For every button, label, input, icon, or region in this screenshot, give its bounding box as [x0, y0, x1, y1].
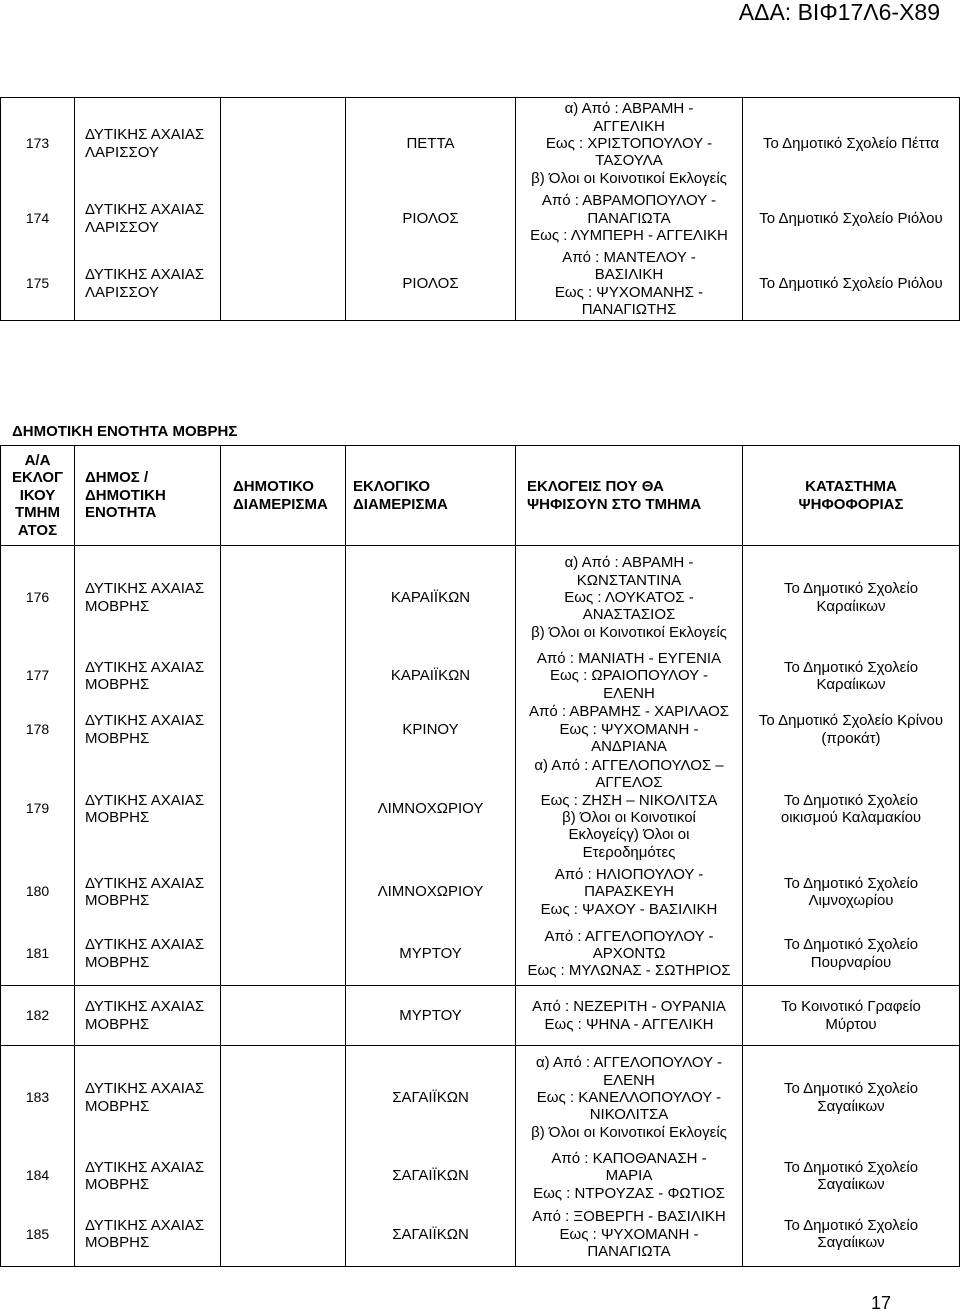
voters-text: ΑΝΑΣΤΑΣΙΟΣ [582, 606, 676, 624]
aa-cell [1, 190, 75, 248]
municipality-text: ΜΟΒΡΗΣ [85, 729, 150, 747]
voters-text: ΕΛΕΝΗ [603, 1071, 655, 1089]
electoral-district-header [346, 446, 516, 546]
municipality-text: ΜΟΒΡΗΣ [85, 676, 150, 693]
aa-cell [1, 98, 75, 190]
municipal-district-text: ΔΗΜΟΤΙΚΟ [233, 478, 314, 496]
voters-text: ΑΓΓΕΛΟΣ [595, 774, 663, 792]
header-row [1, 446, 960, 546]
municipality-cell [75, 546, 221, 650]
electoral-district-cell [346, 98, 516, 190]
municipality-text: ΜΟΒΡΗΣ [85, 809, 150, 826]
voters-text: Εως : ΩΡΑΙΟΠΟΥΛΟΥ - [549, 667, 709, 685]
municipality-text: ΔΥΤΙΚΗΣ ΑΧΑΙΑΣ [85, 936, 205, 954]
aa-text: 179 [25, 800, 50, 817]
electoral-district-cell [346, 757, 516, 862]
voters-text: ΝΙΚΟΛΙΤΣΑ [589, 1106, 669, 1124]
municipality-text: ΜΟΒΡΗΣ [85, 953, 150, 971]
municipality-text: ΔΗΜΟΣ / [85, 469, 149, 487]
aa-text: 184 [25, 1167, 50, 1184]
municipality-text: ΜΟΒΡΗΣ [85, 1176, 150, 1193]
table-row [1, 923, 960, 986]
voters-cell [516, 703, 743, 757]
aa-cell [1, 248, 75, 321]
voters-text: β) Όλοι οι Κοινοτικοί Εκλογείς [531, 169, 727, 187]
aa-header [1, 446, 75, 546]
municipality-cell [75, 1203, 221, 1267]
municipality-cell [75, 1150, 221, 1203]
aa-text: ΤΜΗΜ [15, 504, 60, 522]
voters-text: Εως : ΧΡΙΣΤΟΠΟΥΛΟΥ - [545, 135, 713, 153]
voters-text: ΜΑΡΙΑ [605, 1167, 653, 1185]
municipality-text: ΜΟΒΡΗΣ [85, 1234, 150, 1252]
polling-station-text: ΚΑΤΑΣΤΗΜΑ [805, 478, 897, 496]
aa-cell [1, 862, 75, 923]
aa-cell [1, 757, 75, 862]
municipal-district-cell [221, 1203, 346, 1267]
table-row [1, 190, 960, 248]
municipal-district-cell [221, 757, 346, 862]
electoral-district-text: ΡΙΟΛΟΣ [402, 209, 459, 227]
voters-text: Από : ΑΓΓΕΛΟΠΟΥΛΟΥ - [544, 927, 714, 945]
municipality-text: ΔΥΤΙΚΗΣ ΑΧΑΙΑΣ [85, 1216, 205, 1234]
polling-station-text: Το Δημοτικό Σχολείο [783, 874, 919, 892]
voters-text: Από : ΑΒΡΑΜΗΣ - ΧΑΡΙΛΑΟΣ [528, 703, 730, 721]
voters-text: β) Όλοι οι Κοινοτικοί Εκλογείς [531, 623, 727, 641]
table-row [1, 862, 960, 923]
voters-header [516, 446, 743, 546]
polling-station-cell [743, 757, 960, 862]
aa-text: 176 [25, 589, 50, 606]
voters-text: Εως : ΨΑΧΟΥ - ΒΑΣΙΛΙΚΗ [540, 900, 718, 918]
municipality-cell [75, 923, 221, 986]
municipal-district-cell [221, 1046, 346, 1150]
municipal-district-text: ΔΙΑΜΕΡΙΣΜΑ [233, 495, 328, 513]
voters-cell [516, 546, 743, 650]
electoral-district-cell [346, 1150, 516, 1203]
voters-text: Εως : ΜΥΛΩΝΑΣ - ΣΩΤΗΡΙΟΣ [527, 962, 731, 980]
polling-station-text: Το Δημοτικό Σχολείο Ριόλου [759, 209, 943, 227]
voters-text: β) Όλοι οι Κοινοτικοί Εκλογείς [531, 1123, 727, 1141]
municipality-cell [75, 190, 221, 248]
municipality-text: ΛΑΡΙΣΣΟΥ [85, 218, 159, 236]
table-header [1, 446, 960, 546]
polling-station-cell [743, 923, 960, 986]
polling-station-text: Σαγαίικων [817, 1234, 885, 1252]
municipality-cell [75, 98, 221, 190]
voters-text: Εως : ΛΥΜΠΕΡΗ - ΑΓΓΕΛΙΚΗ [530, 227, 728, 245]
municipality-cell [75, 862, 221, 923]
voters-text: α) Από : ΑΓΓΕΛΟΠΟΥΛΟΣ – [534, 756, 724, 774]
voters-text: ΕΚΛΟΓΕΙΣ ΠΟΥ ΘΑ [527, 478, 664, 496]
polling-station-text: Καραίικων [816, 597, 886, 615]
voters-text: ΨΗΦΙΣΟΥΝ ΣΤΟ ΤΜΗΜΑ [527, 495, 702, 513]
aa-text: 173 [25, 135, 50, 152]
polling-station-text: (προκάτ) [821, 729, 881, 747]
voters-text: Ετεροδημότες [582, 843, 676, 861]
voters-text: Από : ΑΒΡΑΜΟΠΟΥΛΟΥ - [541, 192, 717, 210]
municipality-text: ΔΥΤΙΚΗΣ ΑΧΑΙΑΣ [85, 998, 205, 1016]
municipal-district-cell [221, 248, 346, 321]
municipality-cell [75, 1046, 221, 1150]
municipality-cell [75, 248, 221, 321]
electoral-district-cell [346, 923, 516, 986]
municipality-text: ΜΟΒΡΗΣ [85, 597, 150, 615]
voters-text: ΠΑΝΑΓΙΩΤΑ [587, 209, 671, 227]
table-row [1, 986, 960, 1046]
electoral-district-text: ΔΙΑΜΕΡΙΣΜΑ [353, 495, 448, 513]
municipality-text: ΛΑΡΙΣΣΟΥ [85, 283, 159, 301]
municipal-district-cell [221, 650, 346, 703]
polling-station-cell [743, 248, 960, 321]
voters-text: ΑΡΧΟΝΤΩ [592, 945, 666, 963]
voters-text: ΤΑΣΟΥΛΑ [595, 152, 663, 170]
electoral-district-text: ΚΑΡΑΙΪΚΩΝ [390, 667, 471, 685]
aa-text: ΑΤΟΣ [17, 521, 58, 539]
electoral-district-text: ΠΕΤΤΑ [406, 135, 455, 153]
aa-text: Α/Α [24, 451, 51, 469]
electoral-district-cell [346, 650, 516, 703]
polling-station-text: οικισμού Καλαμακίου [780, 809, 922, 826]
electoral-district-text: ΚΑΡΑΙΪΚΩΝ [390, 589, 471, 607]
electoral-district-cell [346, 1046, 516, 1150]
municipality-text: ΜΟΒΡΗΣ [85, 1015, 150, 1033]
electoral-district-cell [346, 190, 516, 248]
voters-text: Εως : ΨΥΧΟΜΑΝΗ - [559, 720, 699, 738]
aa-cell [1, 1203, 75, 1267]
municipality-text: ΔΥΤΙΚΗΣ ΑΧΑΙΑΣ [85, 791, 205, 809]
aa-text: ΙΚΟΥ [19, 486, 56, 504]
aa-text: 180 [25, 883, 50, 900]
electoral-district-cell [346, 546, 516, 650]
municipality-text: ΔΥΤΙΚΗΣ ΑΧΑΙΑΣ [85, 658, 205, 676]
table-row [1, 650, 960, 703]
aa-text: 185 [25, 1225, 50, 1242]
polling-station-text: Το Δημοτικό Σχολείο Πέττα [762, 135, 940, 153]
polling-station-text: Σαγαίικων [817, 1176, 885, 1193]
table-row [1, 546, 960, 650]
aa-text: 182 [25, 1006, 50, 1023]
section-title: ΔΗΜΟΤΙΚΗ ΕΝΟΤΗΤΑ ΜΟΒΡΗΣ [12, 423, 238, 440]
voters-text: Από : ΝΕΖΕΡΙΤΗ - ΟΥΡΑΝΙΑ [532, 998, 726, 1016]
polling-station-header [743, 446, 960, 546]
electoral-district-cell [346, 248, 516, 321]
municipal-district-cell [221, 546, 346, 650]
municipality-cell [75, 703, 221, 757]
municipal-district-cell [221, 98, 346, 190]
voters-cell [516, 248, 743, 321]
voters-cell [516, 923, 743, 986]
municipality-text: ΔΥΤΙΚΗΣ ΑΧΑΙΑΣ [85, 874, 205, 892]
aa-cell [1, 650, 75, 703]
aa-text: 174 [25, 209, 50, 226]
voters-text: Εως : ΨΥΧΟΜΑΝΗ - [559, 1225, 699, 1243]
electoral-district-text: ΛΙΜΝΟΧΩΡΙΟΥ [377, 883, 484, 901]
municipality-text: ΔΥΤΙΚΗΣ ΑΧΑΙΑΣ [85, 1158, 205, 1176]
municipal-district-cell [221, 1150, 346, 1203]
voters-text: Εως : ΝΤΡΟΥΖΑΣ - ΦΩΤΙΟΣ [533, 1184, 725, 1202]
polling-station-cell [743, 650, 960, 703]
municipality-text: ΔΥΤΙΚΗΣ ΑΧΑΙΑΣ [85, 126, 205, 144]
polling-station-cell [743, 986, 960, 1046]
electoral-district-text: ΣΑΓΑΙΪΚΩΝ [392, 1167, 469, 1185]
polling-station-cell [743, 1203, 960, 1267]
electoral-district-text: ΣΑΓΑΙΪΚΩΝ [392, 1225, 469, 1243]
polling-station-text: Το Δημοτικό Σχολείο [783, 1216, 919, 1234]
municipal-district-cell [221, 923, 346, 986]
municipal-district-cell [221, 986, 346, 1046]
electoral-district-text: ΛΙΜΝΟΧΩΡΙΟΥ [377, 800, 484, 818]
voters-text: Από : ΗΛΙΟΠΟΥΛΟΥ - [554, 865, 704, 883]
table-row [1, 1046, 960, 1150]
municipality-text: ΜΟΒΡΗΣ [85, 892, 150, 909]
table-row [1, 98, 960, 190]
electoral-district-text: ΡΙΟΛΟΣ [402, 275, 459, 293]
voters-text: α) Από : ΑΒΡΑΜΗ - [564, 554, 694, 572]
table-body [1, 546, 960, 1267]
voters-text: Εως : ΨΥΧΟΜΑΝΗΣ - [554, 283, 704, 301]
polling-station-cell [743, 1046, 960, 1150]
polling-station-cell [743, 190, 960, 248]
table-body [1, 98, 960, 321]
voters-text: α) Από : ΑΒΡΑΜΗ - [564, 100, 694, 118]
municipality-text: ΔΥΤΙΚΗΣ ΑΧΑΙΑΣ [85, 580, 205, 598]
voters-cell [516, 862, 743, 923]
aa-cell [1, 1150, 75, 1203]
electoral-district-cell [346, 703, 516, 757]
polling-station-cell [743, 862, 960, 923]
voters-text: ΑΓΓΕΛΙΚΗ [593, 117, 665, 135]
municipality-header [75, 446, 221, 546]
voters-cell [516, 757, 743, 862]
polling-station-text: Μύρτου [825, 1015, 877, 1033]
voters-text: ΠΑΝΑΓΙΩΤΗΣ [581, 301, 677, 319]
voters-cell [516, 1203, 743, 1267]
electoral-district-cell [346, 986, 516, 1046]
table-row [1, 757, 960, 862]
voters-text: Εως : ΚΑΝΕΛΛΟΠΟΥΛΟΥ - [536, 1089, 722, 1107]
voters-cell [516, 98, 743, 190]
voters-text: ΑΝΔΡΙΑΝΑ [591, 738, 667, 756]
polling-station-cell [743, 98, 960, 190]
voters-text: ΒΑΣΙΛΙΚΗ [594, 266, 664, 284]
aa-text: 181 [25, 945, 50, 962]
electoral-district-text: ΕΚΛΟΓΙΚΟ [353, 478, 431, 496]
voters-cell [516, 1046, 743, 1150]
voters-text: Από : ΚΑΠΟΘΑΝΑΣΗ - [551, 1149, 707, 1167]
table-row [1, 1150, 960, 1203]
table-row [1, 1203, 960, 1267]
ada-code: ΑΔΑ: ΒΙΦ17Λ6-Χ89 [738, 0, 940, 25]
municipality-text: ΔΗΜΟΤΙΚΗ [85, 486, 166, 504]
polling-station-text: Το Δημοτικό Σχολείο [783, 791, 919, 809]
municipality-cell [75, 650, 221, 703]
aa-text: 183 [25, 1089, 50, 1106]
aa-text: 178 [25, 720, 50, 737]
voters-text: α) Από : ΑΓΓΕΛΟΠΟΥΛΟΥ - [536, 1054, 722, 1072]
polling-station-text: Το Δημοτικό Σχολείο [783, 658, 919, 676]
aa-cell [1, 986, 75, 1046]
voters-cell [516, 650, 743, 703]
polling-table-larissos [0, 97, 960, 321]
municipality-text: ΔΥΤΙΚΗΣ ΑΧΑΙΑΣ [85, 1080, 205, 1098]
voters-text: Από : ΜΑΝΙΑΤΗ - ΕΥΓΕΝΙΑ [536, 649, 722, 667]
municipal-district-cell [221, 703, 346, 757]
voters-text: Εως : ΛΟΥΚΑΤΟΣ - [564, 589, 694, 607]
polling-station-text: Λιμνοχωρίου [808, 892, 894, 909]
municipal-district-cell [221, 190, 346, 248]
electoral-district-cell [346, 1203, 516, 1267]
polling-station-text: Το Δημοτικό Σχολείο [783, 580, 919, 598]
voters-text: Από : ΞΟΒΕΡΓΗ - ΒΑΣΙΛΙΚΗ [532, 1208, 726, 1226]
table-row [1, 248, 960, 321]
municipality-cell [75, 986, 221, 1046]
polling-station-text: Το Κοινοτικό Γραφείο [781, 998, 921, 1016]
polling-station-text: Το Δημοτικό Σχολείο Ριόλου [759, 275, 943, 293]
voters-text: Εως : ΨΗΝΑ - ΑΓΓΕΛΙΚΗ [544, 1015, 714, 1033]
voters-cell [516, 986, 743, 1046]
voters-text: Εως : ΖΗΣΗ – ΝΙΚΟΛΙΤΣΑ [540, 791, 718, 809]
aa-cell [1, 546, 75, 650]
municipality-text: ΔΥΤΙΚΗΣ ΑΧΑΙΑΣ [85, 712, 205, 730]
voters-text: ΠΑΡΑΣΚΕΥΗ [584, 883, 674, 901]
polling-station-cell [743, 1150, 960, 1203]
voters-text: Από : ΜΑΝΤΕΛΟΥ - [562, 248, 696, 266]
municipality-text: ΔΥΤΙΚΗΣ ΑΧΑΙΑΣ [85, 201, 205, 219]
voters-cell [516, 190, 743, 248]
polling-station-text: Το Δημοτικό Σχολείο Κρίνου [758, 712, 944, 730]
page-number: 17 [871, 1293, 892, 1313]
municipality-text: ΛΑΡΙΣΣΟΥ [85, 143, 159, 161]
municipal-district-cell [221, 862, 346, 923]
electoral-district-text: ΜΥΡΤΟΥ [399, 1006, 462, 1024]
table-row [1, 703, 960, 757]
electoral-district-text: ΜΥΡΤΟΥ [399, 945, 462, 963]
municipality-text: ΕΝΟΤΗΤΑ [85, 504, 157, 522]
municipality-text: ΜΟΒΡΗΣ [85, 1097, 150, 1115]
voters-text: Εκλογείςγ) Όλοι οι [568, 826, 690, 844]
voters-text: β) Όλοι οι Κοινοτικοί [562, 809, 696, 826]
aa-cell [1, 703, 75, 757]
voters-text: ΠΑΝΑΓΙΩΤΑ [587, 1242, 671, 1260]
electoral-district-cell [346, 862, 516, 923]
municipality-cell [75, 757, 221, 862]
polling-station-text: Καραίικων [816, 676, 886, 693]
polling-station-text: Το Δημοτικό Σχολείο [783, 936, 919, 954]
electoral-district-text: ΣΑΓΑΙΪΚΩΝ [392, 1089, 469, 1107]
polling-station-cell [743, 546, 960, 650]
polling-station-text: Το Δημοτικό Σχολείο [783, 1080, 919, 1098]
polling-station-text: ΨΗΦΟΦΟΡΙΑΣ [798, 495, 904, 513]
aa-text: 177 [25, 667, 50, 684]
electoral-district-text: ΚΡΙΝΟΥ [402, 720, 459, 738]
polling-table-movris [0, 445, 960, 1267]
municipal-district-header [221, 446, 346, 546]
polling-station-cell [743, 703, 960, 757]
polling-station-text: Πουρναρίου [810, 953, 892, 971]
aa-text: 175 [25, 275, 50, 292]
aa-cell [1, 1046, 75, 1150]
municipality-text: ΔΥΤΙΚΗΣ ΑΧΑΙΑΣ [85, 266, 205, 284]
polling-station-text: Σαγαίικων [817, 1097, 885, 1115]
aa-text: ΕΚΛΟΓ [11, 469, 64, 487]
aa-cell [1, 923, 75, 986]
voters-text: ΚΩΝΣΤΑΝΤΙΝΑ [576, 571, 682, 589]
polling-station-text: Το Δημοτικό Σχολείο [783, 1158, 919, 1176]
voters-text: ΕΛΕΝΗ [603, 684, 655, 702]
voters-cell [516, 1150, 743, 1203]
